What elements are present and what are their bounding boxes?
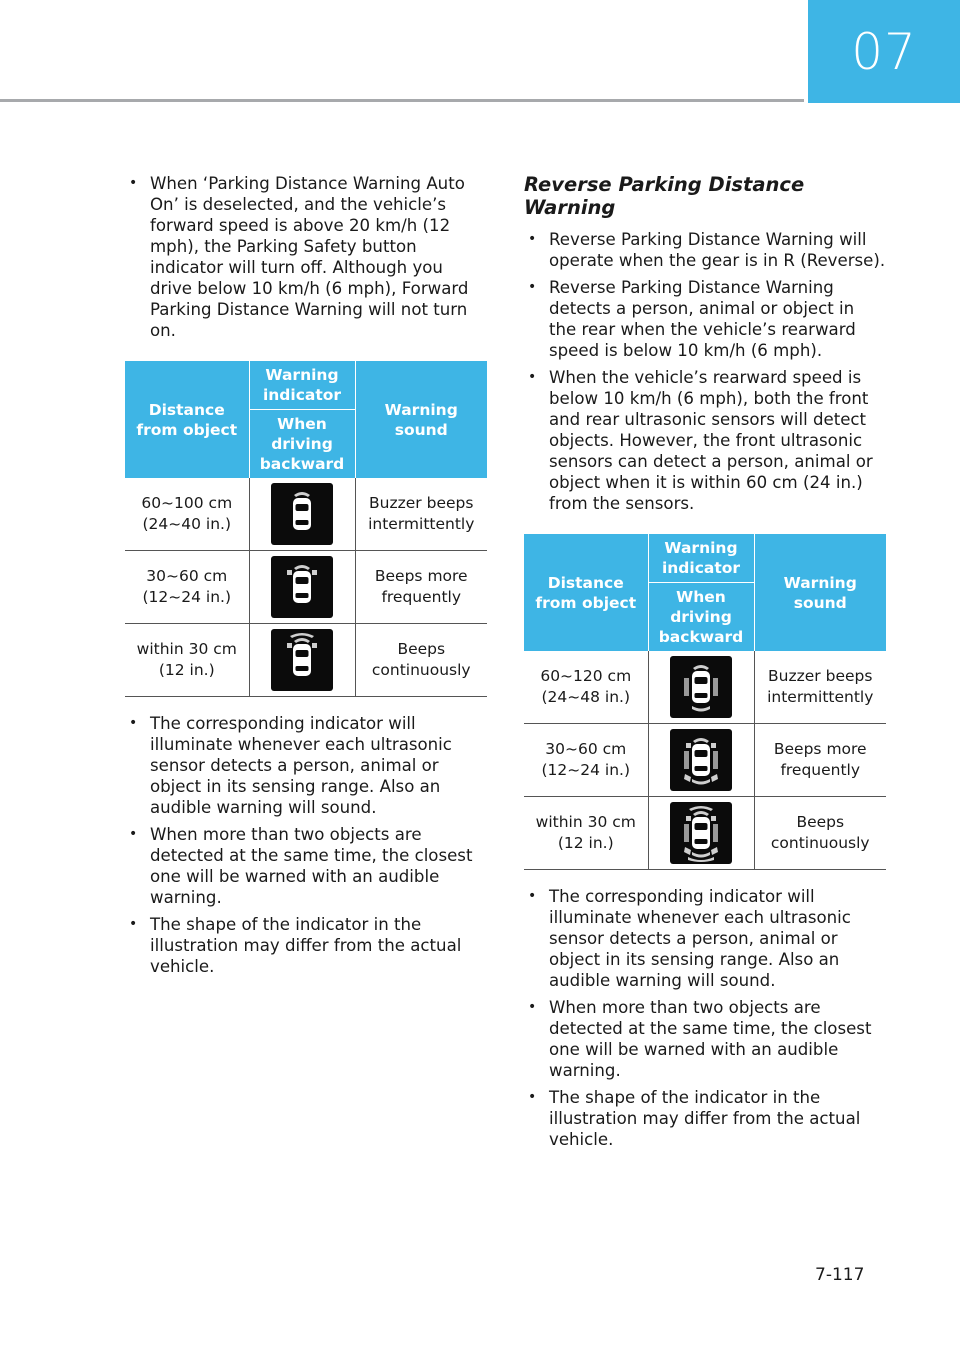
- indicator-cell: [648, 651, 754, 724]
- list-item: • When ‘Parking Distance Warning Auto On’ is deselected, and the vehicle’s forward speed is above 20 km/h (12 mph), the Parking Safety button indicator will turn off. Although you drive below 10 km/h (6 mph), Forward Parking Distance Warning will not turn on.: [125, 173, 487, 341]
- col-header-indicator-sub: When driving backward: [249, 410, 355, 479]
- parking-sensor-icon: [670, 656, 732, 718]
- right-column: [524, 173, 886, 1156]
- list-item: • Reverse Parking Distance Warning detects a person, animal or object in the rear when the vehicle’s rearward speed is below 10 km/h (6 mph).: [524, 277, 886, 361]
- list-item: • The shape of the indicator in the illustration may differ from the actual vehicle.: [125, 914, 487, 977]
- col-header-indicator-sub: When driving backward: [648, 583, 754, 652]
- list-item: • The corresponding indicator will illuminate whenever each ultrasonic sensor detects a person, animal or object in its sensing range. Also an audible warning will sound.: [125, 713, 487, 818]
- forward-warning-table: [125, 361, 487, 697]
- sound-cell: Beeps more frequently: [355, 551, 487, 624]
- indicator-cell: [249, 478, 355, 551]
- table-row: [125, 478, 487, 551]
- right-after-list: [524, 886, 886, 1150]
- distance-cell: within 30 cm (12 in.): [125, 624, 249, 697]
- parking-sensor-icon: [670, 802, 732, 864]
- list-item: • The shape of the indicator in the illustration may differ from the actual vehicle.: [524, 1087, 886, 1150]
- chapter-tab: [808, 0, 960, 103]
- parking-sensor-icon: [271, 556, 333, 618]
- indicator-cell: [648, 797, 754, 870]
- sound-cell: Beeps continuously: [754, 797, 886, 870]
- col-header-sound: Warning sound: [754, 534, 886, 651]
- indicator-cell: [249, 624, 355, 697]
- distance-cell: 30~60 cm (12~24 in.): [125, 551, 249, 624]
- col-header-distance: Distance from object: [125, 361, 249, 478]
- table-row: [524, 651, 886, 724]
- distance-cell: 30~60 cm (12~24 in.): [524, 724, 648, 797]
- reverse-warning-table: [524, 534, 886, 870]
- section-title: Reverse Parking Distance Warning: [524, 173, 805, 219]
- sound-cell: Beeps continuously: [355, 624, 487, 697]
- page-number: 7-117: [815, 1265, 865, 1285]
- sound-cell: Buzzer beeps intermittently: [355, 478, 487, 551]
- table-row: [524, 797, 886, 870]
- list-item: • When more than two objects are detected at the same time, the closest one will be warned with an audible warning.: [524, 997, 886, 1081]
- distance-cell: 60~120 cm (24~48 in.): [524, 651, 648, 724]
- header-rule: [0, 99, 804, 102]
- parking-sensor-icon: [670, 729, 732, 791]
- list-item: • When the vehicle’s rearward speed is below 10 km/h (6 mph), both the front and rear ultrasonic sensors will detect objects. However, the front ultrasonic sensors can detect a person, animal or object when it is within 60 cm (24 in.) from the sensors.: [524, 367, 886, 514]
- list-item: • When more than two objects are detected at the same time, the closest one will be warned with an audible warning.: [125, 824, 487, 908]
- sound-cell: Buzzer beeps intermittently: [754, 651, 886, 724]
- col-header-sound: Warning sound: [355, 361, 487, 478]
- distance-cell: within 30 cm (12 in.): [524, 797, 648, 870]
- list-item: • The corresponding indicator will illuminate whenever each ultrasonic sensor detects a person, animal or object in its sensing range. Also an audible warning will sound.: [524, 886, 886, 991]
- table-row: [125, 551, 487, 624]
- col-header-indicator: Warning indicator: [648, 534, 754, 583]
- right-intro-list: [524, 229, 886, 514]
- parking-sensor-icon: [271, 629, 333, 691]
- left-column: [125, 173, 487, 983]
- col-header-distance: Distance from object: [524, 534, 648, 651]
- sound-cell: Beeps more frequently: [754, 724, 886, 797]
- left-intro-list: [125, 173, 487, 341]
- table-row: [524, 724, 886, 797]
- indicator-cell: [249, 551, 355, 624]
- table-row: [125, 624, 487, 697]
- parking-sensor-icon: [271, 483, 333, 545]
- list-item: • Reverse Parking Distance Warning will operate when the gear is in R (Reverse).: [524, 229, 886, 271]
- chapter-number: 07: [851, 22, 917, 81]
- distance-cell: 60~100 cm (24~40 in.): [125, 478, 249, 551]
- left-after-list: [125, 713, 487, 977]
- indicator-cell: [648, 724, 754, 797]
- col-header-indicator: Warning indicator: [249, 361, 355, 410]
